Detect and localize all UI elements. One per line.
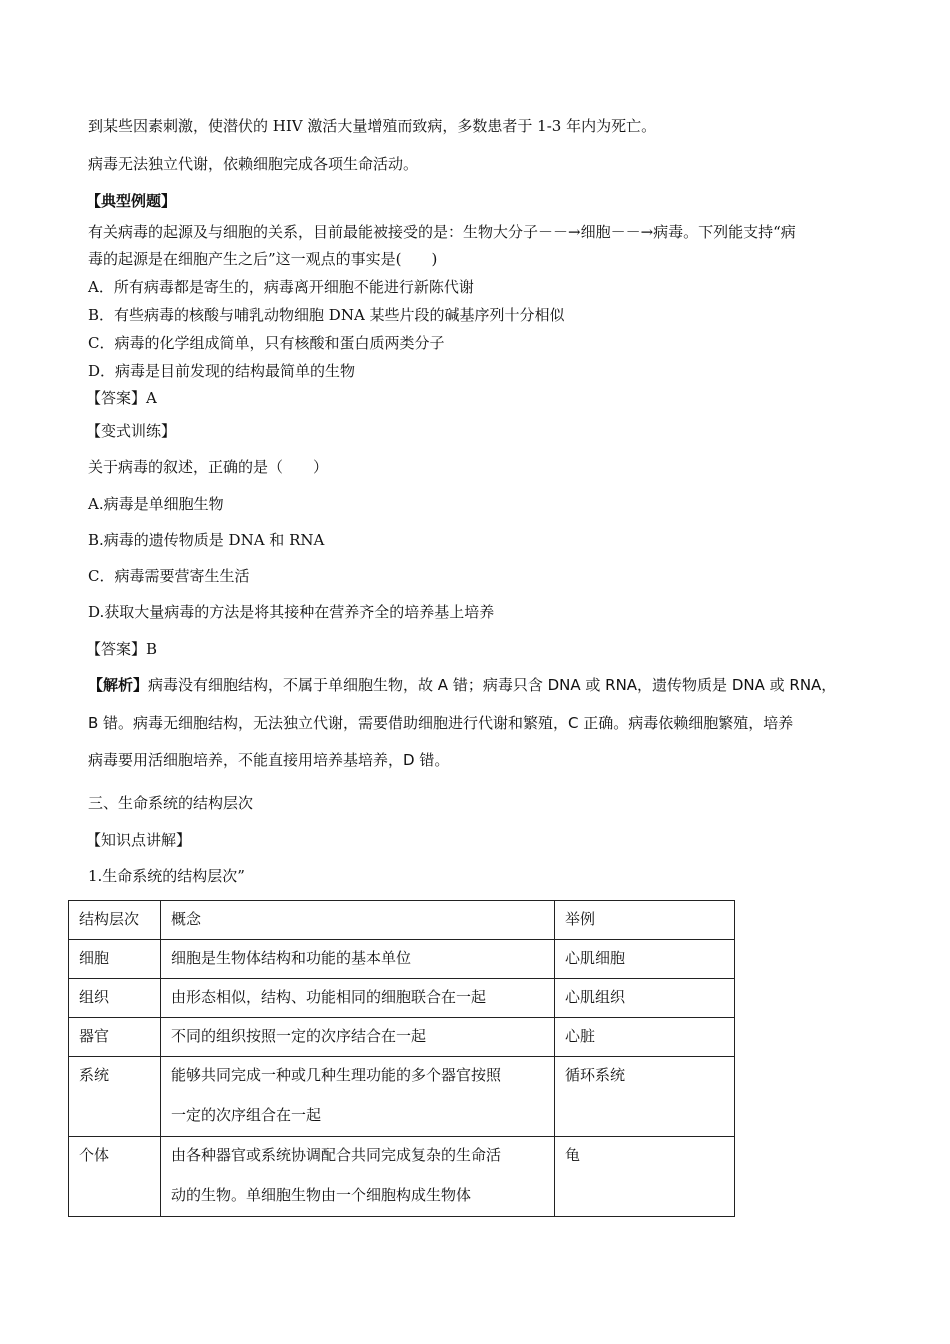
example-question-line-1: 有关病毒的起源及与细胞的关系，目前最能被接受的是：生物大分子－－→细胞－－→病毒。下列能支持“病 <box>88 223 796 241</box>
variant-option-c: C．病毒需要营寄生生活 <box>88 567 250 585</box>
example-question-line-2: 毒的起源是在细胞产生之后”这一观点的事实是( ) <box>88 250 438 268</box>
row-example: 心肌细胞 <box>555 940 735 979</box>
example-option-a: A．所有病毒都是寄生的，病毒离开细胞不能进行新陈代谢 <box>88 278 474 296</box>
section-title: 三、生命系统的结构层次 <box>88 794 254 812</box>
row-level: 系统 <box>69 1057 161 1137</box>
row-level: 组织 <box>69 979 161 1018</box>
variant-question: 关于病毒的叙述，正确的是（ ） <box>88 458 329 476</box>
example-option-d: D．病毒是目前发现的结构最简单的生物 <box>88 362 356 380</box>
analysis-label: 【解析】 <box>88 676 149 694</box>
table-row <box>69 1137 735 1217</box>
table-header-row <box>69 901 735 940</box>
header-concept: 概念 <box>161 901 555 940</box>
analysis-paragraph-line-1 <box>88 675 888 695</box>
knowledge-heading: 【知识点讲解】 <box>86 831 192 849</box>
row-level: 个体 <box>69 1137 161 1217</box>
row-concept: 细胞是生物体结构和功能的基本单位 <box>161 940 555 979</box>
table-row <box>69 1018 735 1057</box>
variant-option-d: D.获取大量病毒的方法是将其接种在营养齐全的培养基上培养 <box>88 603 495 621</box>
header-example: 举例 <box>555 901 735 940</box>
row-concept: 由形态相似，结构、功能相同的细胞联合在一起 <box>161 979 555 1018</box>
structure-levels-table <box>68 900 735 1217</box>
example-option-c: C．病毒的化学组成简单，只有核酸和蛋白质两类分子 <box>88 334 445 352</box>
row-concept <box>161 1057 555 1137</box>
row-level: 细胞 <box>69 940 161 979</box>
example-heading: 【典型例题】 <box>86 192 177 210</box>
variant-heading: 【变式训练】 <box>86 422 177 440</box>
intro-line-2: 病毒无法独立代谢，依赖细胞完成各项生命活动。 <box>88 155 419 173</box>
table-row <box>69 979 735 1018</box>
row-concept-line-2: 动的生物。单细胞生物由一个细胞构成生物体 <box>171 1186 472 1204</box>
row-concept <box>161 1137 555 1217</box>
variant-option-b: B.病毒的遗传物质是 DNA 和 RNA <box>88 531 325 549</box>
row-concept-line-1: 能够共同完成一种或几种生理功能的多个器官按照 <box>171 1066 502 1084</box>
analysis-text-3: 病毒要用活细胞培养，不能直接用培养基培养，D 错。 <box>88 751 450 769</box>
analysis-text-2: B 错。病毒无细胞结构，无法独立代谢，需要借助细胞进行代谢和繁殖，C 正确。病毒依赖细胞繁殖，培养 <box>88 714 794 732</box>
table-row <box>69 940 735 979</box>
row-example: 循环系统 <box>555 1057 735 1137</box>
analysis-text-1: 病毒没有细胞结构，不属于单细胞生物，故 A 错；病毒只含 DNA 或 RNA，遗传物质是 DNA 或 RNA， <box>148 676 837 694</box>
row-example: 心脏 <box>555 1018 735 1057</box>
table-row <box>69 1057 735 1137</box>
row-concept-line-1: 由各种器官或系统协调配合共同完成复杂的生命活 <box>171 1146 502 1164</box>
row-level: 器官 <box>69 1018 161 1057</box>
variant-answer: 【答案】B <box>86 640 158 658</box>
variant-option-a: A.病毒是单细胞生物 <box>88 495 224 513</box>
example-answer: 【答案】A <box>86 389 157 407</box>
row-example: 心肌组织 <box>555 979 735 1018</box>
row-concept: 不同的组织按照一定的次序结合在一起 <box>161 1018 555 1057</box>
subheading: 1.生命系统的结构层次” <box>88 867 245 885</box>
intro-line-1: 到某些因素刺激，使潜伏的 HIV 激活大量增殖而致病，多数患者于 1-3 年内为死亡。 <box>88 117 657 135</box>
header-level: 结构层次 <box>69 901 161 940</box>
example-option-b: B．有些病毒的核酸与哺乳动物细胞 DNA 某些片段的碱基序列十分相似 <box>88 306 565 324</box>
row-concept-line-2: 一定的次序组合在一起 <box>171 1106 322 1124</box>
row-example: 龟 <box>555 1137 735 1217</box>
